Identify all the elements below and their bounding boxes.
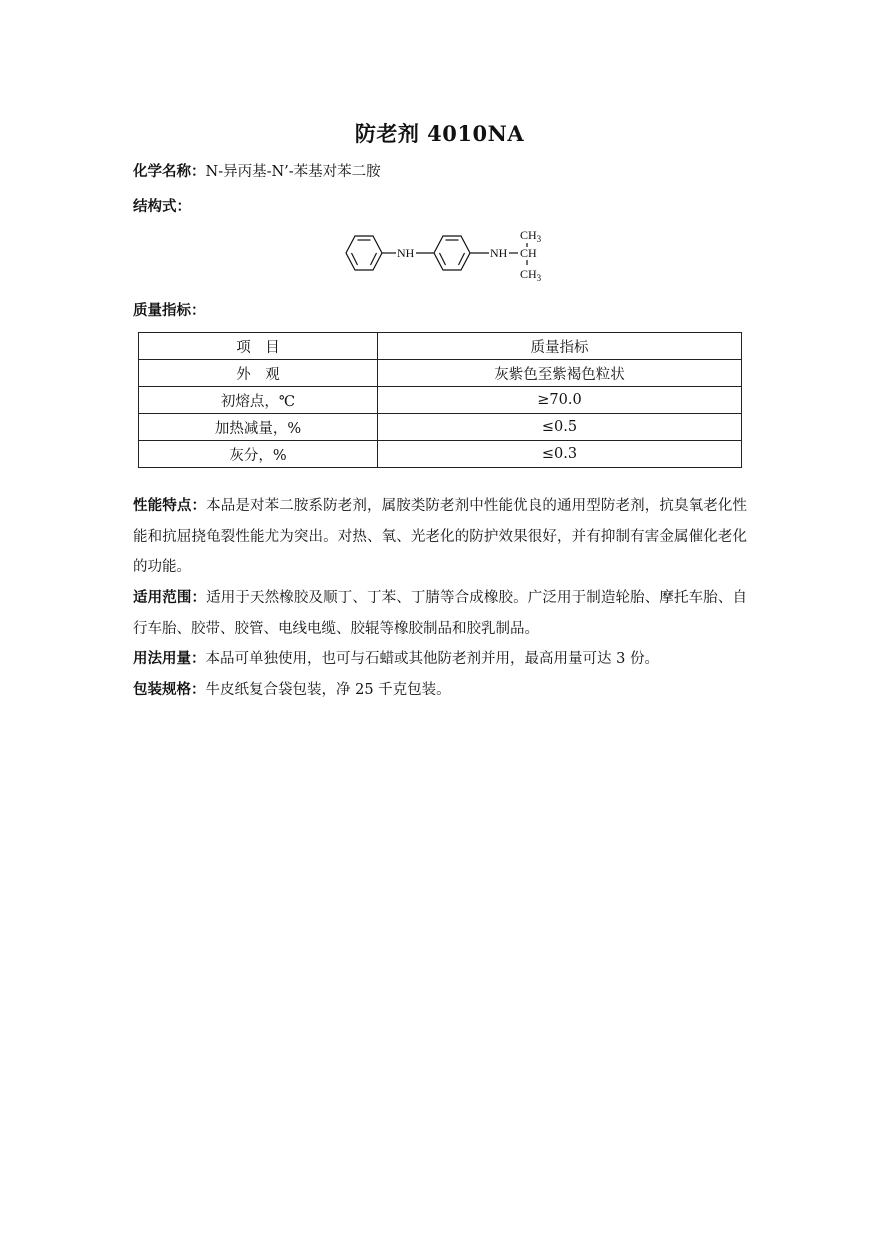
dosage-text: 本品可单独使用，也可与石蜡或其他防老剂并用，最高用量可达 3 份。 <box>205 651 659 667</box>
table-cell-item: 初熔点，℃ <box>139 387 378 414</box>
table-row <box>139 360 742 387</box>
chemical-name-value: N-异丙基-N’-苯基对苯二胺 <box>205 164 381 180</box>
structural-formula <box>330 222 560 288</box>
quality-label: 质量指标： <box>133 302 206 319</box>
table-cell-item: 外 观 <box>139 360 378 387</box>
structure-line <box>133 195 191 216</box>
nh-group-1: NH <box>397 246 415 260</box>
table-row <box>139 441 742 468</box>
ch3-group-bottom: $CH_3$ <box>520 267 542 283</box>
table-header-row <box>139 333 742 360</box>
quality-line <box>133 299 206 320</box>
table-cell-spec: ≤0.5 <box>378 414 742 441</box>
dosage-paragraph <box>133 644 747 675</box>
chemical-name-line <box>133 160 381 181</box>
packaging-paragraph <box>133 675 747 706</box>
performance-paragraph <box>133 491 747 583</box>
packaging-text: 牛皮纸复合袋包装，净 25 千克包装。 <box>205 682 451 698</box>
table-cell-spec: ≥70.0 <box>378 387 742 414</box>
packaging-label: 包装规格： <box>133 681 206 698</box>
application-label: 适用范围： <box>133 589 207 606</box>
structure-label: 结构式： <box>133 198 191 215</box>
dosage-label: 用法用量： <box>133 650 206 667</box>
document-title: 防老剂 4010NA <box>354 121 525 146</box>
benzene-ring-right <box>434 236 470 270</box>
performance-text: 本品是对苯二胺系防老剂，属胺类防老剂中性能优良的通用型防老剂，抗臭氧老化性能和抗屈挠龟裂性能尤为突出。对热、氧、光老化的防护效果很好，并有抑制有害金属催化老化的功能。 <box>133 498 747 575</box>
quality-table <box>138 332 742 468</box>
table-row <box>139 387 742 414</box>
application-paragraph <box>133 583 747 644</box>
table-row <box>139 414 742 441</box>
table-header-item: 项 目 <box>139 333 378 360</box>
nh-group-2: NH <box>490 246 508 260</box>
table-cell-spec: 灰紫色至紫褐色粒状 <box>378 360 742 387</box>
ch-group: CH <box>520 246 537 260</box>
ch3-group-top: $CH_3$ <box>520 228 542 244</box>
chemical-name-label: 化学名称： <box>133 163 206 180</box>
table-cell-item: 灰分，% <box>139 441 378 468</box>
table-header-spec: 质量指标 <box>378 333 742 360</box>
performance-label: 性能特点： <box>133 497 207 514</box>
application-text: 适用于天然橡胶及顺丁、丁苯、丁腈等合成橡胶。广泛用于制造轮胎、摩托车胎、自行车胎、胶带、胶管、电线电缆、胶辊等橡胶制品和胶乳制品。 <box>133 590 747 637</box>
benzene-ring-left <box>346 236 382 270</box>
table-cell-item: 加热减量，% <box>139 414 378 441</box>
table-cell-spec: ≤0.3 <box>378 441 742 468</box>
